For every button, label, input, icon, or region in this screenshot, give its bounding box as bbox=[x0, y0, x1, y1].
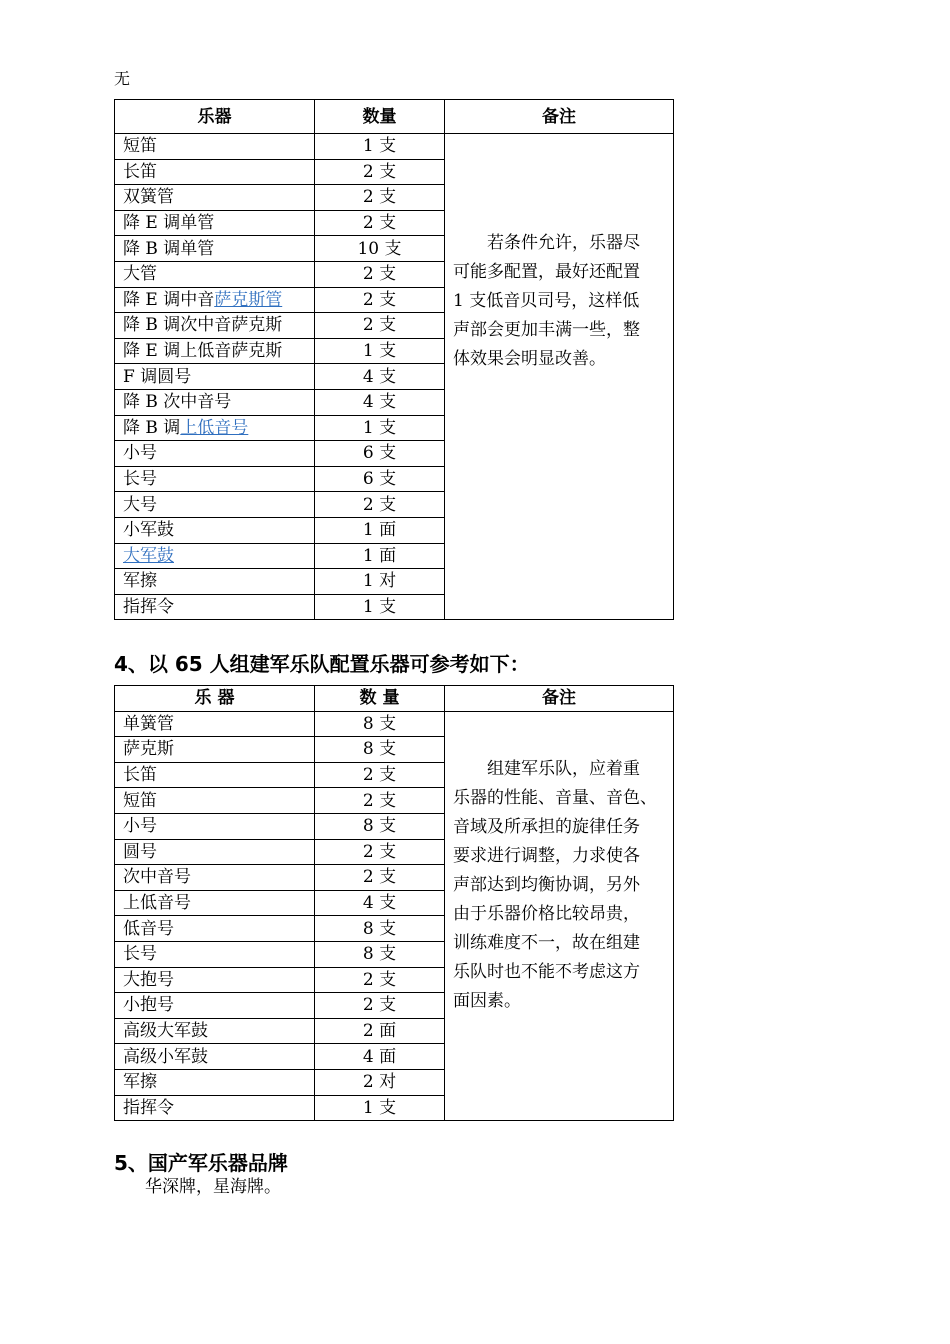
remarks-line: 音域及所承担的旋律任务 bbox=[453, 816, 640, 837]
instrument-quantity: 4 支 bbox=[315, 389, 445, 415]
instrument-quantity: 1 面 bbox=[315, 517, 445, 543]
remarks-line: 可能多配置，最好还配置 bbox=[453, 262, 640, 282]
instrument-label: 降 B 次中音号 bbox=[123, 392, 232, 413]
header-remarks: 备注 bbox=[445, 686, 674, 712]
header-instrument: 乐器 bbox=[115, 100, 315, 134]
instrument-name bbox=[115, 1069, 315, 1095]
instrument-label: 长笛 bbox=[123, 161, 157, 182]
instrument-name bbox=[115, 813, 315, 839]
instrument-label: 降 B 调 bbox=[123, 417, 181, 438]
header-quantity: 数 量 bbox=[315, 686, 445, 712]
remarks-line: 若条件允许，乐器尽 bbox=[453, 233, 640, 253]
instrument-quantity: 1 支 bbox=[315, 1095, 445, 1121]
instrument-quantity: 2 对 bbox=[315, 1069, 445, 1095]
instrument-table-1 bbox=[114, 99, 674, 620]
instrument-label: 降 E 调中音 bbox=[123, 289, 215, 310]
instrument-name bbox=[115, 967, 315, 993]
instrument-name bbox=[115, 236, 315, 262]
instrument-quantity: 2 支 bbox=[315, 993, 445, 1019]
instrument-label: 长号 bbox=[123, 944, 157, 965]
instrument-name bbox=[115, 788, 315, 814]
instrument-quantity: 6 支 bbox=[315, 466, 445, 492]
instrument-name bbox=[115, 941, 315, 967]
instrument-label: 大管 bbox=[123, 264, 157, 285]
instrument-quantity: 1 面 bbox=[315, 543, 445, 569]
instrument-quantity: 2 支 bbox=[315, 261, 445, 287]
instrument-name bbox=[115, 594, 315, 620]
instrument-name bbox=[115, 916, 315, 942]
instrument-quantity: 1 支 bbox=[315, 134, 445, 160]
instrument-label: 大抱号 bbox=[123, 969, 174, 990]
header-remarks: 备注 bbox=[445, 100, 674, 134]
instrument-label: 短笛 bbox=[123, 790, 157, 811]
instrument-quantity: 2 支 bbox=[315, 210, 445, 236]
instrument-label: 降 E 调单管 bbox=[123, 213, 215, 234]
instrument-quantity: 2 支 bbox=[315, 967, 445, 993]
instrument-label: 上低音号 bbox=[123, 893, 191, 914]
instrument-label: 短笛 bbox=[123, 136, 157, 157]
instrument-name bbox=[115, 159, 315, 185]
instrument-name bbox=[115, 492, 315, 518]
instrument-label: 小号 bbox=[123, 443, 157, 464]
instrument-label: 指挥令 bbox=[123, 596, 174, 617]
instrument-quantity: 8 支 bbox=[315, 916, 445, 942]
instrument-name bbox=[115, 338, 315, 364]
remarks-cell bbox=[445, 134, 674, 620]
instrument-link[interactable]: 萨克斯管 bbox=[214, 289, 283, 310]
remarks-line: 要求进行调整，力求使各 bbox=[453, 845, 640, 866]
instrument-name bbox=[115, 364, 315, 390]
instrument-table-2 bbox=[114, 685, 674, 1121]
instrument-quantity: 1 支 bbox=[315, 594, 445, 620]
instrument-quantity: 1 支 bbox=[315, 415, 445, 441]
instrument-label: 军擦 bbox=[123, 571, 157, 592]
instrument-label: 军擦 bbox=[123, 1072, 157, 1093]
instrument-quantity: 2 支 bbox=[315, 492, 445, 518]
instrument-label: 高级小军鼓 bbox=[123, 1046, 208, 1067]
instrument-quantity: 2 支 bbox=[315, 839, 445, 865]
remarks-line: 由于乐器价格比较昂贵， bbox=[453, 903, 640, 924]
instrument-name bbox=[115, 389, 315, 415]
instrument-label: 低音号 bbox=[123, 918, 174, 939]
instrument-quantity: 8 支 bbox=[315, 941, 445, 967]
instrument-name bbox=[115, 1095, 315, 1121]
instrument-name bbox=[115, 569, 315, 595]
instrument-link[interactable]: 大军鼓 bbox=[123, 545, 174, 566]
instrument-name bbox=[115, 762, 315, 788]
instrument-name bbox=[115, 1044, 315, 1070]
instrument-quantity: 2 支 bbox=[315, 762, 445, 788]
instrument-quantity: 2 支 bbox=[315, 159, 445, 185]
instrument-name bbox=[115, 185, 315, 211]
instrument-quantity: 8 支 bbox=[315, 711, 445, 737]
instrument-name bbox=[115, 210, 315, 236]
instrument-label: 小军鼓 bbox=[123, 520, 174, 541]
instrument-label: 萨克斯 bbox=[123, 739, 174, 760]
instrument-label: 降 B 调次中音萨克斯 bbox=[123, 315, 283, 336]
remarks-line: 声部达到均衡协调，另外 bbox=[453, 874, 640, 895]
remarks-line: 训练难度不一，故在组建 bbox=[453, 932, 640, 953]
instrument-label: 单簧管 bbox=[123, 713, 174, 734]
instrument-name bbox=[115, 261, 315, 287]
section-heading-5: 5、国产军乐器品牌 bbox=[114, 1151, 288, 1175]
instrument-name bbox=[115, 415, 315, 441]
instrument-name bbox=[115, 441, 315, 467]
instrument-quantity: 4 支 bbox=[315, 890, 445, 916]
instrument-label: 双簧管 bbox=[123, 187, 174, 208]
instrument-name bbox=[115, 287, 315, 313]
page-fragment-text: 无 bbox=[114, 69, 131, 88]
instrument-quantity: 1 对 bbox=[315, 569, 445, 595]
instrument-name bbox=[115, 134, 315, 160]
instrument-quantity: 10 支 bbox=[315, 236, 445, 262]
remarks-line: 乐队时也不能不考虑这方 bbox=[453, 961, 640, 982]
instrument-name bbox=[115, 1018, 315, 1044]
instrument-quantity: 2 支 bbox=[315, 313, 445, 339]
instrument-label: 大号 bbox=[123, 494, 157, 515]
instrument-label: 降 E 调上低音萨克斯 bbox=[123, 341, 283, 362]
instrument-quantity: 1 支 bbox=[315, 338, 445, 364]
instrument-quantity: 2 支 bbox=[315, 865, 445, 891]
section-heading-4: 4、以 65 人组建军乐队配置乐器可参考如下： bbox=[114, 652, 530, 676]
instrument-name bbox=[115, 711, 315, 737]
instrument-name bbox=[115, 313, 315, 339]
header-instrument: 乐 器 bbox=[115, 686, 315, 712]
remarks-cell bbox=[445, 711, 674, 1121]
instrument-quantity: 2 支 bbox=[315, 788, 445, 814]
instrument-quantity: 2 支 bbox=[315, 185, 445, 211]
header-quantity: 数量 bbox=[315, 100, 445, 134]
instrument-name bbox=[115, 890, 315, 916]
remarks-line: 声部会更加丰满一些，整 bbox=[453, 320, 640, 340]
instrument-quantity: 8 支 bbox=[315, 737, 445, 763]
table-row bbox=[115, 711, 674, 737]
instrument-label: F 调圆号 bbox=[123, 366, 192, 387]
instrument-quantity: 6 支 bbox=[315, 441, 445, 467]
instrument-name bbox=[115, 517, 315, 543]
instrument-name bbox=[115, 839, 315, 865]
instrument-quantity: 4 支 bbox=[315, 364, 445, 390]
instrument-label: 高级大军鼓 bbox=[123, 1021, 208, 1042]
instrument-name bbox=[115, 543, 315, 569]
remarks-line: 1 支低音贝司号，这样低 bbox=[453, 291, 640, 311]
instrument-name bbox=[115, 737, 315, 763]
brand-list: 华深牌，星海牌。 bbox=[145, 1177, 281, 1197]
instrument-name bbox=[115, 993, 315, 1019]
instrument-label: 小号 bbox=[123, 816, 157, 837]
instrument-quantity: 8 支 bbox=[315, 813, 445, 839]
instrument-quantity: 2 面 bbox=[315, 1018, 445, 1044]
instrument-label: 长号 bbox=[123, 469, 157, 490]
instrument-quantity: 2 支 bbox=[315, 287, 445, 313]
remarks-line: 体效果会明显改善。 bbox=[453, 349, 606, 369]
instrument-label: 圆号 bbox=[123, 841, 157, 862]
table-row bbox=[115, 134, 674, 160]
remarks-line: 乐器的性能、音量、音色、 bbox=[453, 787, 657, 808]
instrument-quantity: 4 面 bbox=[315, 1044, 445, 1070]
instrument-label: 次中音号 bbox=[123, 867, 191, 888]
remarks-line: 面因素。 bbox=[453, 990, 521, 1011]
instrument-label: 小抱号 bbox=[123, 995, 174, 1016]
instrument-label: 长笛 bbox=[123, 765, 157, 786]
instrument-label: 降 B 调单管 bbox=[123, 238, 215, 259]
instrument-name bbox=[115, 865, 315, 891]
instrument-link[interactable]: 上低音号 bbox=[180, 417, 249, 438]
instrument-name bbox=[115, 466, 315, 492]
remarks-line: 组建军乐队，应着重 bbox=[453, 758, 640, 779]
instrument-label: 指挥令 bbox=[123, 1097, 174, 1118]
